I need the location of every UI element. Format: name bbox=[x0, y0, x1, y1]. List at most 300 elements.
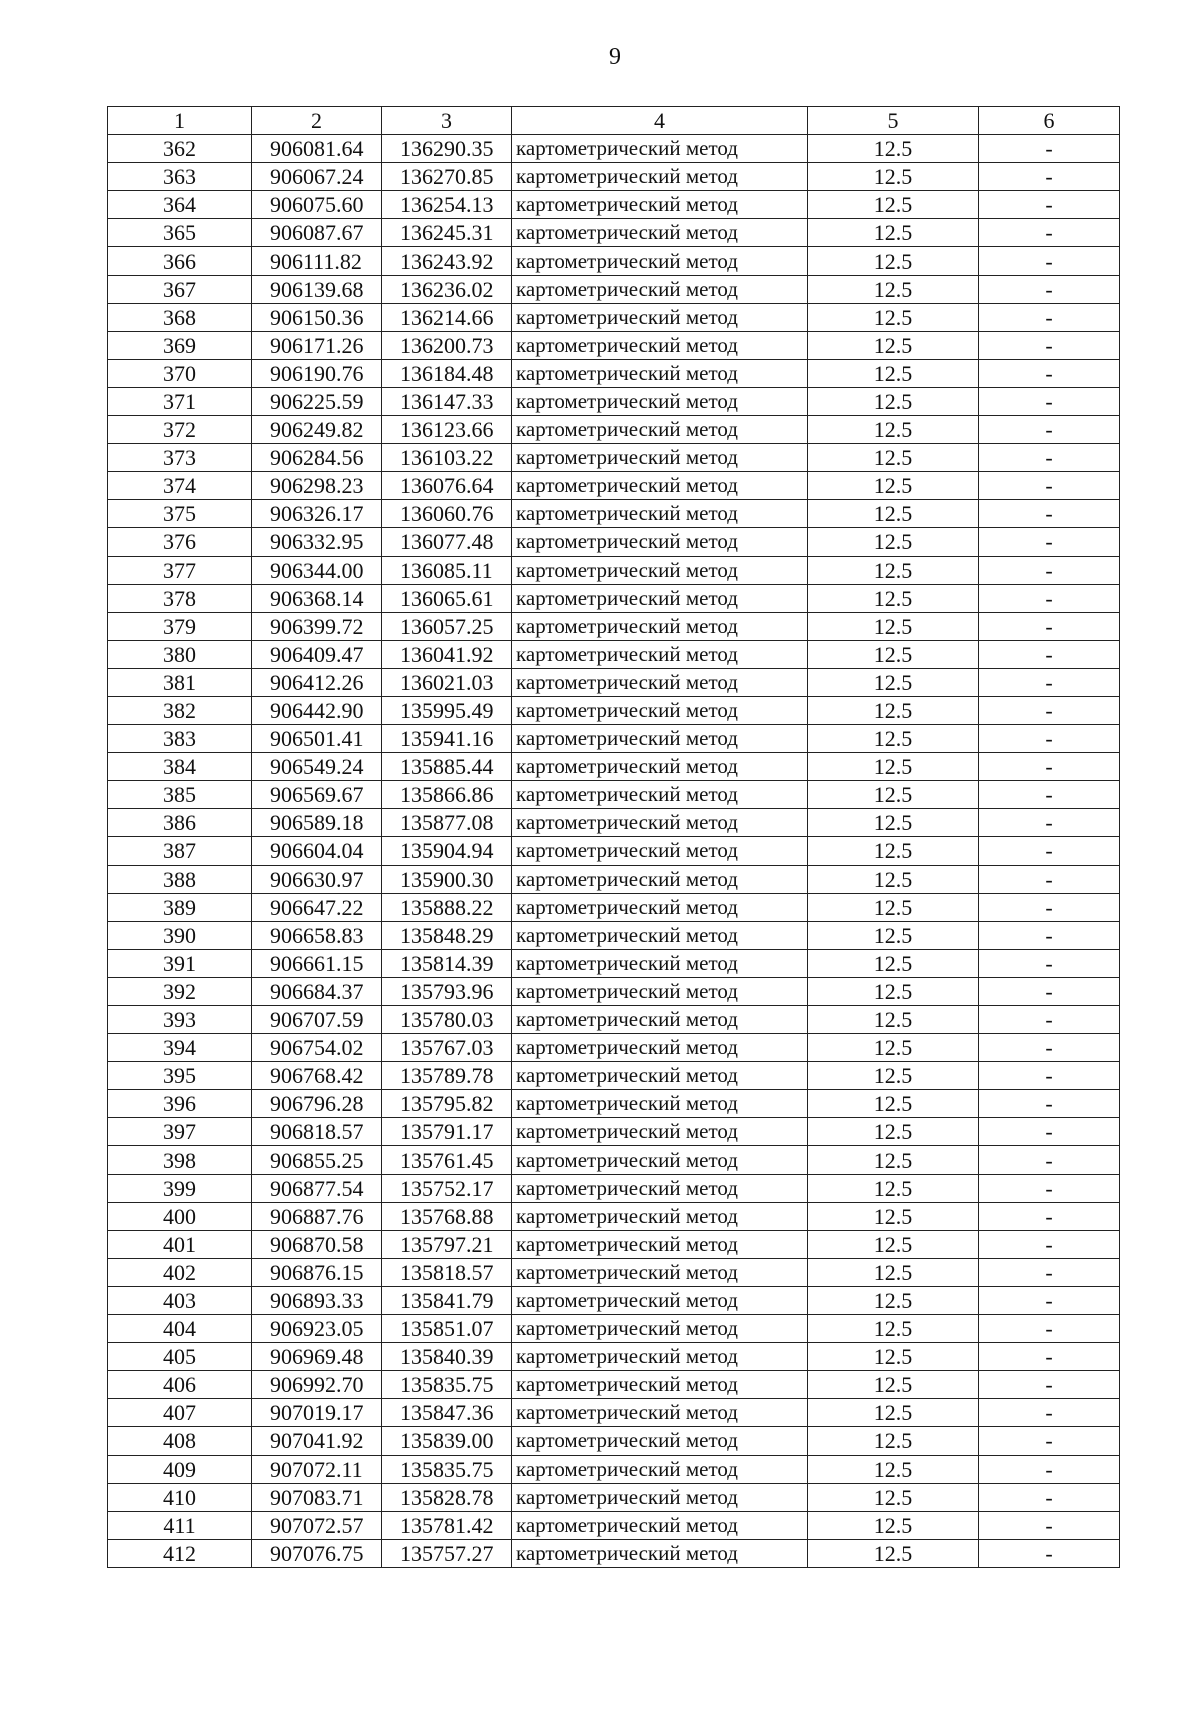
point-number-cell: 399 bbox=[108, 1174, 252, 1202]
method-cell: картометрический метод bbox=[512, 416, 808, 444]
method-cell: картометрический метод bbox=[512, 893, 808, 921]
table-row bbox=[108, 1399, 1120, 1427]
table-row bbox=[108, 1427, 1120, 1455]
accuracy-cell: 12.5 bbox=[808, 1146, 979, 1174]
point-number-cell: 389 bbox=[108, 893, 252, 921]
point-number-cell: 381 bbox=[108, 668, 252, 696]
y-coordinate-cell: 135828.78 bbox=[382, 1483, 512, 1511]
accuracy-cell: 12.5 bbox=[808, 1427, 979, 1455]
x-coordinate-cell: 906855.25 bbox=[252, 1146, 382, 1174]
note-cell: - bbox=[979, 191, 1120, 219]
method-cell: картометрический метод bbox=[512, 191, 808, 219]
table-row bbox=[108, 1146, 1120, 1174]
y-coordinate-cell: 136041.92 bbox=[382, 640, 512, 668]
header-cell-5: 5 bbox=[808, 107, 979, 135]
point-number-cell: 365 bbox=[108, 219, 252, 247]
y-coordinate-cell: 135791.17 bbox=[382, 1118, 512, 1146]
accuracy-cell: 12.5 bbox=[808, 444, 979, 472]
y-coordinate-cell: 136243.92 bbox=[382, 247, 512, 275]
point-number-cell: 400 bbox=[108, 1202, 252, 1230]
table-row bbox=[108, 1230, 1120, 1258]
point-number-cell: 373 bbox=[108, 444, 252, 472]
table-row bbox=[108, 444, 1120, 472]
method-cell: картометрический метод bbox=[512, 1483, 808, 1511]
method-cell: картометрический метод bbox=[512, 1034, 808, 1062]
accuracy-cell: 12.5 bbox=[808, 303, 979, 331]
table-row bbox=[108, 1118, 1120, 1146]
y-coordinate-cell: 136236.02 bbox=[382, 275, 512, 303]
method-cell: картометрический метод bbox=[512, 219, 808, 247]
note-cell: - bbox=[979, 359, 1120, 387]
accuracy-cell: 12.5 bbox=[808, 1483, 979, 1511]
accuracy-cell: 12.5 bbox=[808, 921, 979, 949]
note-cell: - bbox=[979, 528, 1120, 556]
accuracy-cell: 12.5 bbox=[808, 191, 979, 219]
note-cell: - bbox=[979, 247, 1120, 275]
method-cell: картометрический метод bbox=[512, 725, 808, 753]
table-row bbox=[108, 809, 1120, 837]
method-cell: картометрический метод bbox=[512, 668, 808, 696]
x-coordinate-cell: 906399.72 bbox=[252, 612, 382, 640]
accuracy-cell: 12.5 bbox=[808, 949, 979, 977]
table-row bbox=[108, 331, 1120, 359]
table-row bbox=[108, 640, 1120, 668]
x-coordinate-cell: 906067.24 bbox=[252, 163, 382, 191]
y-coordinate-cell: 135866.86 bbox=[382, 781, 512, 809]
y-coordinate-cell: 136254.13 bbox=[382, 191, 512, 219]
method-cell: картометрический метод bbox=[512, 921, 808, 949]
method-cell: картометрический метод bbox=[512, 584, 808, 612]
point-number-cell: 404 bbox=[108, 1315, 252, 1343]
point-number-cell: 368 bbox=[108, 303, 252, 331]
table-row bbox=[108, 1371, 1120, 1399]
method-cell: картометрический метод bbox=[512, 1146, 808, 1174]
x-coordinate-cell: 907041.92 bbox=[252, 1427, 382, 1455]
accuracy-cell: 12.5 bbox=[808, 668, 979, 696]
y-coordinate-cell: 135814.39 bbox=[382, 949, 512, 977]
x-coordinate-cell: 906081.64 bbox=[252, 135, 382, 163]
point-number-cell: 396 bbox=[108, 1090, 252, 1118]
table-row bbox=[108, 725, 1120, 753]
point-number-cell: 378 bbox=[108, 584, 252, 612]
point-number-cell: 393 bbox=[108, 1006, 252, 1034]
method-cell: картометрический метод bbox=[512, 1230, 808, 1258]
x-coordinate-cell: 906768.42 bbox=[252, 1062, 382, 1090]
point-number-cell: 364 bbox=[108, 191, 252, 219]
x-coordinate-cell: 906630.97 bbox=[252, 865, 382, 893]
point-number-cell: 382 bbox=[108, 696, 252, 724]
y-coordinate-cell: 136290.35 bbox=[382, 135, 512, 163]
y-coordinate-cell: 135941.16 bbox=[382, 725, 512, 753]
point-number-cell: 376 bbox=[108, 528, 252, 556]
x-coordinate-cell: 906190.76 bbox=[252, 359, 382, 387]
note-cell: - bbox=[979, 1258, 1120, 1286]
method-cell: картометрический метод bbox=[512, 1258, 808, 1286]
point-number-cell: 402 bbox=[108, 1258, 252, 1286]
y-coordinate-cell: 136057.25 bbox=[382, 612, 512, 640]
x-coordinate-cell: 906589.18 bbox=[252, 809, 382, 837]
header-cell-1: 1 bbox=[108, 107, 252, 135]
y-coordinate-cell: 136200.73 bbox=[382, 331, 512, 359]
accuracy-cell: 12.5 bbox=[808, 1455, 979, 1483]
x-coordinate-cell: 906684.37 bbox=[252, 977, 382, 1005]
method-cell: картометрический метод bbox=[512, 949, 808, 977]
x-coordinate-cell: 906075.60 bbox=[252, 191, 382, 219]
accuracy-cell: 12.5 bbox=[808, 640, 979, 668]
x-coordinate-cell: 906442.90 bbox=[252, 696, 382, 724]
x-coordinate-cell: 906284.56 bbox=[252, 444, 382, 472]
table-row bbox=[108, 837, 1120, 865]
x-coordinate-cell: 906754.02 bbox=[252, 1034, 382, 1062]
x-coordinate-cell: 906796.28 bbox=[252, 1090, 382, 1118]
note-cell: - bbox=[979, 837, 1120, 865]
header-cell-4: 4 bbox=[512, 107, 808, 135]
point-number-cell: 394 bbox=[108, 1034, 252, 1062]
method-cell: картометрический метод bbox=[512, 865, 808, 893]
table-row bbox=[108, 247, 1120, 275]
method-cell: картометрический метод bbox=[512, 528, 808, 556]
y-coordinate-cell: 135795.82 bbox=[382, 1090, 512, 1118]
accuracy-cell: 12.5 bbox=[808, 359, 979, 387]
table-row bbox=[108, 949, 1120, 977]
table-row bbox=[108, 191, 1120, 219]
method-cell: картометрический метод bbox=[512, 809, 808, 837]
accuracy-cell: 12.5 bbox=[808, 753, 979, 781]
table-row bbox=[108, 1258, 1120, 1286]
accuracy-cell: 12.5 bbox=[808, 696, 979, 724]
point-number-cell: 384 bbox=[108, 753, 252, 781]
table-row bbox=[108, 584, 1120, 612]
note-cell: - bbox=[979, 416, 1120, 444]
y-coordinate-cell: 136270.85 bbox=[382, 163, 512, 191]
method-cell: картометрический метод bbox=[512, 387, 808, 415]
y-coordinate-cell: 135885.44 bbox=[382, 753, 512, 781]
note-cell: - bbox=[979, 1202, 1120, 1230]
method-cell: картометрический метод bbox=[512, 1315, 808, 1343]
note-cell: - bbox=[979, 1483, 1120, 1511]
method-cell: картометрический метод bbox=[512, 331, 808, 359]
method-cell: картометрический метод bbox=[512, 977, 808, 1005]
y-coordinate-cell: 135877.08 bbox=[382, 809, 512, 837]
point-number-cell: 392 bbox=[108, 977, 252, 1005]
accuracy-cell: 12.5 bbox=[808, 893, 979, 921]
table-row bbox=[108, 893, 1120, 921]
y-coordinate-cell: 135835.75 bbox=[382, 1371, 512, 1399]
note-cell: - bbox=[979, 696, 1120, 724]
note-cell: - bbox=[979, 949, 1120, 977]
x-coordinate-cell: 907083.71 bbox=[252, 1483, 382, 1511]
accuracy-cell: 12.5 bbox=[808, 275, 979, 303]
method-cell: картометрический метод bbox=[512, 1062, 808, 1090]
method-cell: картометрический метод bbox=[512, 1118, 808, 1146]
accuracy-cell: 12.5 bbox=[808, 809, 979, 837]
x-coordinate-cell: 906249.82 bbox=[252, 416, 382, 444]
y-coordinate-cell: 135904.94 bbox=[382, 837, 512, 865]
table-row bbox=[108, 500, 1120, 528]
x-coordinate-cell: 906887.76 bbox=[252, 1202, 382, 1230]
accuracy-cell: 12.5 bbox=[808, 1034, 979, 1062]
accuracy-cell: 12.5 bbox=[808, 781, 979, 809]
point-number-cell: 411 bbox=[108, 1511, 252, 1539]
note-cell: - bbox=[979, 921, 1120, 949]
method-cell: картометрический метод bbox=[512, 556, 808, 584]
y-coordinate-cell: 136021.03 bbox=[382, 668, 512, 696]
accuracy-cell: 12.5 bbox=[808, 1090, 979, 1118]
y-coordinate-cell: 136147.33 bbox=[382, 387, 512, 415]
point-number-cell: 408 bbox=[108, 1427, 252, 1455]
x-coordinate-cell: 907072.57 bbox=[252, 1511, 382, 1539]
note-cell: - bbox=[979, 1343, 1120, 1371]
table-row bbox=[108, 359, 1120, 387]
note-cell: - bbox=[979, 865, 1120, 893]
point-number-cell: 390 bbox=[108, 921, 252, 949]
x-coordinate-cell: 906225.59 bbox=[252, 387, 382, 415]
note-cell: - bbox=[979, 444, 1120, 472]
note-cell: - bbox=[979, 303, 1120, 331]
table-row bbox=[108, 303, 1120, 331]
point-number-cell: 401 bbox=[108, 1230, 252, 1258]
x-coordinate-cell: 907072.11 bbox=[252, 1455, 382, 1483]
table-row bbox=[108, 865, 1120, 893]
method-cell: картометрический метод bbox=[512, 303, 808, 331]
table-row bbox=[108, 1006, 1120, 1034]
note-cell: - bbox=[979, 1034, 1120, 1062]
method-cell: картометрический метод bbox=[512, 1427, 808, 1455]
accuracy-cell: 12.5 bbox=[808, 584, 979, 612]
point-number-cell: 398 bbox=[108, 1146, 252, 1174]
x-coordinate-cell: 906412.26 bbox=[252, 668, 382, 696]
accuracy-cell: 12.5 bbox=[808, 1006, 979, 1034]
x-coordinate-cell: 906150.36 bbox=[252, 303, 382, 331]
coordinates-table bbox=[107, 106, 1120, 1568]
y-coordinate-cell: 136076.64 bbox=[382, 472, 512, 500]
note-cell: - bbox=[979, 275, 1120, 303]
table-row bbox=[108, 1483, 1120, 1511]
method-cell: картометрический метод bbox=[512, 163, 808, 191]
x-coordinate-cell: 906111.82 bbox=[252, 247, 382, 275]
y-coordinate-cell: 135767.03 bbox=[382, 1034, 512, 1062]
x-coordinate-cell: 906870.58 bbox=[252, 1230, 382, 1258]
x-coordinate-cell: 906604.04 bbox=[252, 837, 382, 865]
x-coordinate-cell: 906969.48 bbox=[252, 1343, 382, 1371]
point-number-cell: 377 bbox=[108, 556, 252, 584]
method-cell: картометрический метод bbox=[512, 1174, 808, 1202]
table-row bbox=[108, 668, 1120, 696]
y-coordinate-cell: 136123.66 bbox=[382, 416, 512, 444]
point-number-cell: 412 bbox=[108, 1539, 252, 1567]
x-coordinate-cell: 906139.68 bbox=[252, 275, 382, 303]
accuracy-cell: 12.5 bbox=[808, 865, 979, 893]
note-cell: - bbox=[979, 668, 1120, 696]
method-cell: картометрический метод bbox=[512, 1371, 808, 1399]
accuracy-cell: 12.5 bbox=[808, 977, 979, 1005]
accuracy-cell: 12.5 bbox=[808, 247, 979, 275]
note-cell: - bbox=[979, 556, 1120, 584]
y-coordinate-cell: 136214.66 bbox=[382, 303, 512, 331]
note-cell: - bbox=[979, 1174, 1120, 1202]
y-coordinate-cell: 135848.29 bbox=[382, 921, 512, 949]
method-cell: картометрический метод bbox=[512, 1455, 808, 1483]
note-cell: - bbox=[979, 1511, 1120, 1539]
table-row bbox=[108, 219, 1120, 247]
x-coordinate-cell: 906707.59 bbox=[252, 1006, 382, 1034]
point-number-cell: 395 bbox=[108, 1062, 252, 1090]
y-coordinate-cell: 135761.45 bbox=[382, 1146, 512, 1174]
note-cell: - bbox=[979, 1315, 1120, 1343]
point-number-cell: 388 bbox=[108, 865, 252, 893]
point-number-cell: 380 bbox=[108, 640, 252, 668]
point-number-cell: 383 bbox=[108, 725, 252, 753]
point-number-cell: 372 bbox=[108, 416, 252, 444]
method-cell: картометрический метод bbox=[512, 1399, 808, 1427]
note-cell: - bbox=[979, 1006, 1120, 1034]
method-cell: картометрический метод bbox=[512, 472, 808, 500]
note-cell: - bbox=[979, 781, 1120, 809]
point-number-cell: 405 bbox=[108, 1343, 252, 1371]
method-cell: картометрический метод bbox=[512, 781, 808, 809]
table-row bbox=[108, 416, 1120, 444]
x-coordinate-cell: 906647.22 bbox=[252, 893, 382, 921]
accuracy-cell: 12.5 bbox=[808, 1511, 979, 1539]
point-number-cell: 409 bbox=[108, 1455, 252, 1483]
method-cell: картометрический метод bbox=[512, 275, 808, 303]
point-number-cell: 410 bbox=[108, 1483, 252, 1511]
x-coordinate-cell: 906992.70 bbox=[252, 1371, 382, 1399]
accuracy-cell: 12.5 bbox=[808, 725, 979, 753]
accuracy-cell: 12.5 bbox=[808, 837, 979, 865]
table-row bbox=[108, 1539, 1120, 1567]
accuracy-cell: 12.5 bbox=[808, 472, 979, 500]
table-row bbox=[108, 135, 1120, 163]
note-cell: - bbox=[979, 893, 1120, 921]
point-number-cell: 363 bbox=[108, 163, 252, 191]
point-number-cell: 367 bbox=[108, 275, 252, 303]
point-number-cell: 407 bbox=[108, 1399, 252, 1427]
note-cell: - bbox=[979, 977, 1120, 1005]
accuracy-cell: 12.5 bbox=[808, 1062, 979, 1090]
y-coordinate-cell: 135752.17 bbox=[382, 1174, 512, 1202]
x-coordinate-cell: 906923.05 bbox=[252, 1315, 382, 1343]
note-cell: - bbox=[979, 1455, 1120, 1483]
table-row bbox=[108, 556, 1120, 584]
point-number-cell: 379 bbox=[108, 612, 252, 640]
point-number-cell: 403 bbox=[108, 1286, 252, 1314]
table-row bbox=[108, 1174, 1120, 1202]
note-cell: - bbox=[979, 584, 1120, 612]
accuracy-cell: 12.5 bbox=[808, 556, 979, 584]
note-cell: - bbox=[979, 640, 1120, 668]
note-cell: - bbox=[979, 1062, 1120, 1090]
table-row bbox=[108, 781, 1120, 809]
y-coordinate-cell: 135768.88 bbox=[382, 1202, 512, 1230]
x-coordinate-cell: 906876.15 bbox=[252, 1258, 382, 1286]
note-cell: - bbox=[979, 1118, 1120, 1146]
accuracy-cell: 12.5 bbox=[808, 1230, 979, 1258]
note-cell: - bbox=[979, 387, 1120, 415]
method-cell: картометрический метод bbox=[512, 1286, 808, 1314]
method-cell: картометрический метод bbox=[512, 1202, 808, 1230]
method-cell: картометрический метод bbox=[512, 1539, 808, 1567]
y-coordinate-cell: 136103.22 bbox=[382, 444, 512, 472]
note-cell: - bbox=[979, 1371, 1120, 1399]
y-coordinate-cell: 135995.49 bbox=[382, 696, 512, 724]
table-body bbox=[108, 135, 1120, 1568]
point-number-cell: 391 bbox=[108, 949, 252, 977]
table-row bbox=[108, 612, 1120, 640]
accuracy-cell: 12.5 bbox=[808, 500, 979, 528]
x-coordinate-cell: 906326.17 bbox=[252, 500, 382, 528]
accuracy-cell: 12.5 bbox=[808, 163, 979, 191]
header-cell-6: 6 bbox=[979, 107, 1120, 135]
x-coordinate-cell: 906409.47 bbox=[252, 640, 382, 668]
table-row bbox=[108, 472, 1120, 500]
accuracy-cell: 12.5 bbox=[808, 1258, 979, 1286]
method-cell: картометрический метод bbox=[512, 1090, 808, 1118]
header-row bbox=[108, 107, 1120, 135]
page-number: 9 bbox=[609, 44, 621, 70]
accuracy-cell: 12.5 bbox=[808, 387, 979, 415]
point-number-cell: 370 bbox=[108, 359, 252, 387]
y-coordinate-cell: 136085.11 bbox=[382, 556, 512, 584]
note-cell: - bbox=[979, 1399, 1120, 1427]
y-coordinate-cell: 135840.39 bbox=[382, 1343, 512, 1371]
method-cell: картометрический метод bbox=[512, 1511, 808, 1539]
note-cell: - bbox=[979, 1090, 1120, 1118]
method-cell: картометрический метод bbox=[512, 500, 808, 528]
point-number-cell: 386 bbox=[108, 809, 252, 837]
method-cell: картометрический метод bbox=[512, 640, 808, 668]
table-row bbox=[108, 696, 1120, 724]
accuracy-cell: 12.5 bbox=[808, 135, 979, 163]
header-cell-3: 3 bbox=[382, 107, 512, 135]
note-cell: - bbox=[979, 1146, 1120, 1174]
accuracy-cell: 12.5 bbox=[808, 1343, 979, 1371]
note-cell: - bbox=[979, 1286, 1120, 1314]
table-row bbox=[108, 1090, 1120, 1118]
note-cell: - bbox=[979, 1539, 1120, 1567]
note-cell: - bbox=[979, 753, 1120, 781]
y-coordinate-cell: 136077.48 bbox=[382, 528, 512, 556]
accuracy-cell: 12.5 bbox=[808, 1315, 979, 1343]
accuracy-cell: 12.5 bbox=[808, 1371, 979, 1399]
note-cell: - bbox=[979, 331, 1120, 359]
accuracy-cell: 12.5 bbox=[808, 1174, 979, 1202]
table-row bbox=[108, 1455, 1120, 1483]
y-coordinate-cell: 135888.22 bbox=[382, 893, 512, 921]
y-coordinate-cell: 136060.76 bbox=[382, 500, 512, 528]
x-coordinate-cell: 906661.15 bbox=[252, 949, 382, 977]
table-row bbox=[108, 387, 1120, 415]
y-coordinate-cell: 136065.61 bbox=[382, 584, 512, 612]
table-row bbox=[108, 275, 1120, 303]
accuracy-cell: 12.5 bbox=[808, 1286, 979, 1314]
method-cell: картометрический метод bbox=[512, 359, 808, 387]
point-number-cell: 366 bbox=[108, 247, 252, 275]
method-cell: картометрический метод bbox=[512, 135, 808, 163]
y-coordinate-cell: 135780.03 bbox=[382, 1006, 512, 1034]
y-coordinate-cell: 135847.36 bbox=[382, 1399, 512, 1427]
accuracy-cell: 12.5 bbox=[808, 528, 979, 556]
method-cell: картометрический метод bbox=[512, 1006, 808, 1034]
note-cell: - bbox=[979, 1427, 1120, 1455]
y-coordinate-cell: 135781.42 bbox=[382, 1511, 512, 1539]
x-coordinate-cell: 906501.41 bbox=[252, 725, 382, 753]
note-cell: - bbox=[979, 809, 1120, 837]
accuracy-cell: 12.5 bbox=[808, 1202, 979, 1230]
accuracy-cell: 12.5 bbox=[808, 1399, 979, 1427]
x-coordinate-cell: 907019.17 bbox=[252, 1399, 382, 1427]
x-coordinate-cell: 906877.54 bbox=[252, 1174, 382, 1202]
